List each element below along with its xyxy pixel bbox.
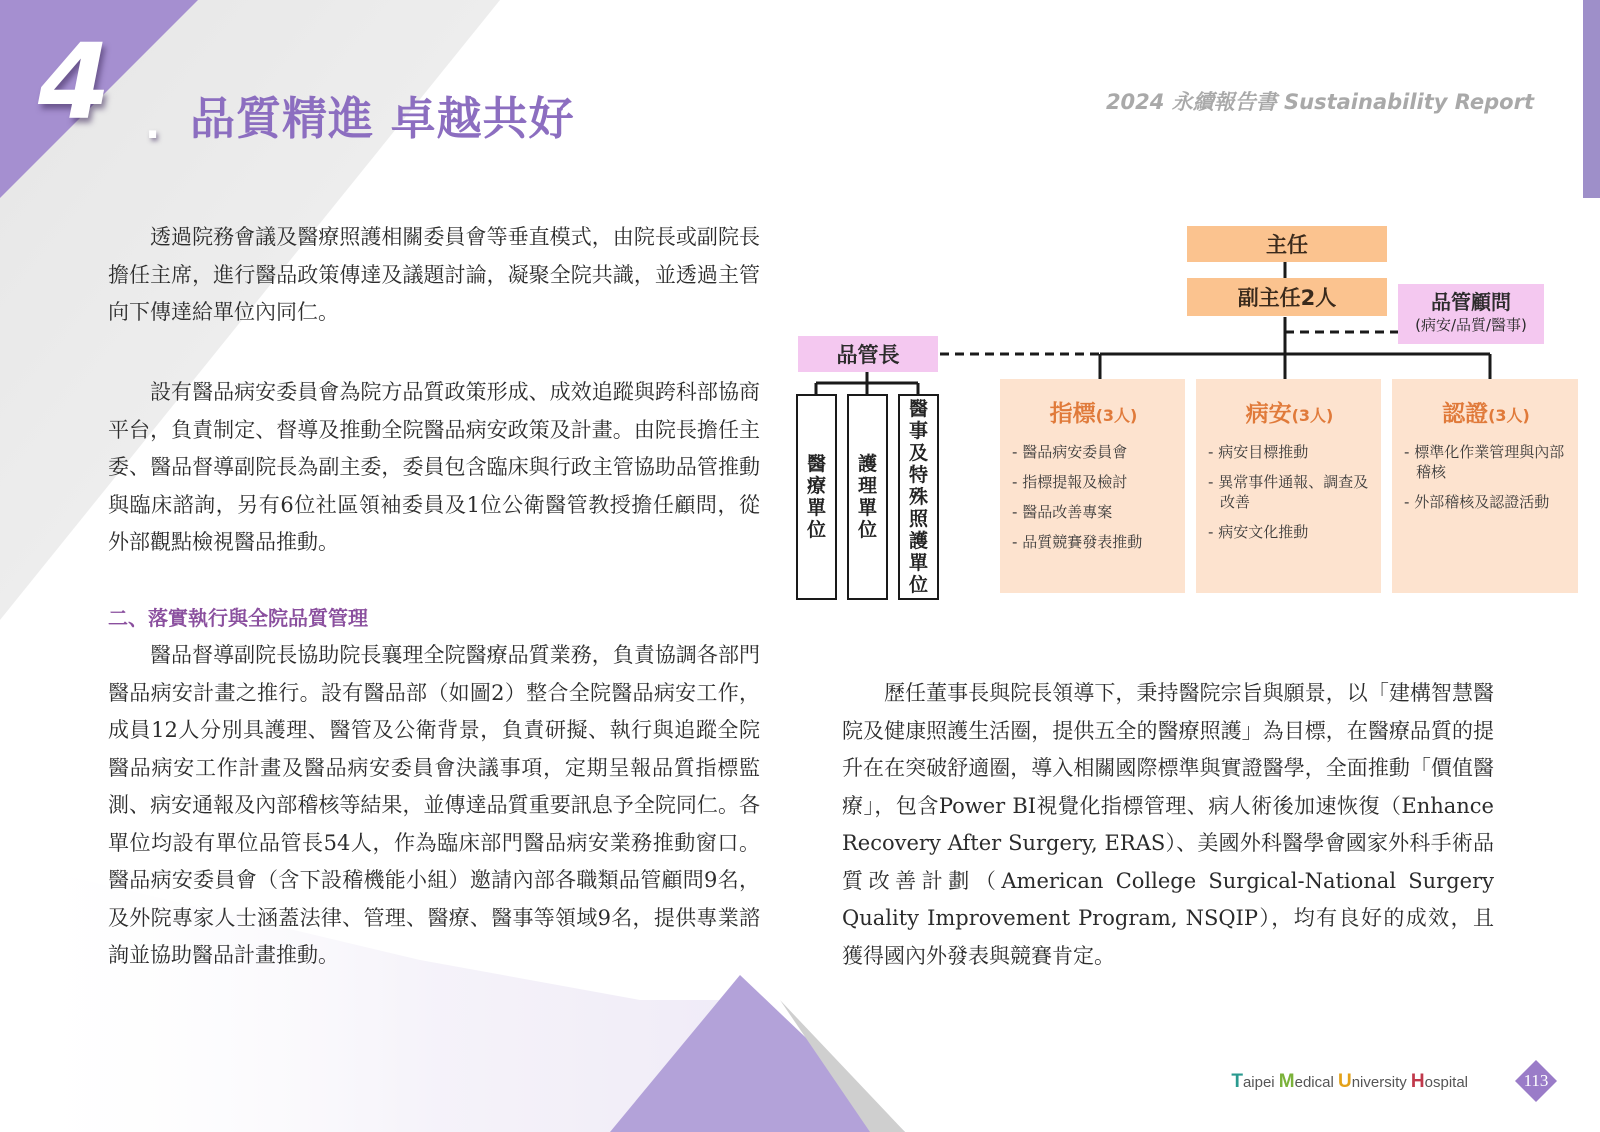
paragraph-vertical-mode: 透過院務會議及醫療照護相關委員會等垂直模式，由院長或副院長擔任主席，進行醫品政策傳達及議題討論，凝聚全院共識，並透過主管向下傳達給單位內同仁。 bbox=[108, 225, 760, 324]
org-consultant-subtitle: (病安/品質/醫事) bbox=[1415, 316, 1527, 334]
page-number: 113 bbox=[1523, 1071, 1549, 1090]
chapter-title: 品質精進 卓越共好 bbox=[190, 92, 575, 145]
org-consultant-title: 品管顧問 bbox=[1431, 290, 1511, 314]
list-item: - 醫品改善專案 bbox=[1012, 502, 1175, 522]
org-director-box: 主任 bbox=[1187, 226, 1387, 262]
hospital-name-word: Hospital bbox=[1410, 1071, 1468, 1092]
list-item: - 品質競賽發表推動 bbox=[1012, 532, 1175, 552]
paragraph-value-medicine: 歷任董事長與院長領導下，秉持醫院宗旨與願景，以「建構智慧醫院及健康照護生活圈，提供五全的醫療照護」為目標，在醫療品質的提升在在突破舒適圈，導入相關國際標準與實證醫學，全面推動「價值醫療」，包含Power BI視覺化指標管理、病人術後加速恢復（Enhance Recovery After Surgery, ERAS）、美國外科醫學會國家外科手術品質改善計劃（American College Surgical-National Surgery Quality Improvement Program, NSQIP），均有良好的成效，且獲得國內外發表與競賽肯定。 bbox=[842, 681, 1494, 968]
list-item: - 病安文化推動 bbox=[1208, 522, 1371, 542]
org-group-accreditation bbox=[1392, 379, 1578, 593]
hospital-name-word: Medical bbox=[1278, 1071, 1338, 1092]
chapter-number-dot: . bbox=[145, 102, 161, 148]
list-item: - 病安目標推動 bbox=[1208, 442, 1371, 462]
org-group-indicators-title: 指標(3人) bbox=[1049, 401, 1138, 427]
chapter-number: 4 bbox=[38, 21, 107, 143]
paragraph-quality-management: 醫品督導副院長協助院長襄理全院醫療品質業務，負責協調各部門醫品病安計畫之推行。設有醫品部（如圖2）整合全院醫品病安工作，成員12人分別具護理、醫管及公衛背景，負責研擬、執行與追蹤全院醫品病安工作計畫及醫品病安委員會決議事項，定期呈報品質指標監測、病安通報及內部稽核等結果，並傳達品質重要訊息予全院同仁。各單位均設有單位品管長54人，作為臨床部門醫品病安業務推動窗口。醫品病安委員會（含下設稽機能小組）邀請內部各職類品管顧問9名，及外院專家人士涵蓋法律、管理、醫療、醫事等領域9名，提供專業諮詢並協助醫品計畫推動。 bbox=[108, 643, 760, 967]
org-unit-medical-label: 醫療單位 bbox=[806, 453, 826, 541]
org-group-indicators bbox=[1000, 379, 1185, 593]
hospital-name-word: Taipei bbox=[1231, 1071, 1279, 1092]
list-item: - 醫品病安委員會 bbox=[1012, 442, 1175, 462]
report-title: 2024 永續報告書 Sustainability Report bbox=[1105, 90, 1534, 114]
list-item: - 外部稽核及認證活動 bbox=[1404, 492, 1568, 512]
org-quality-lead-box: 品管長 bbox=[798, 336, 938, 372]
hospital-name-word: University bbox=[1337, 1071, 1411, 1092]
list-item: - 標準化作業管理與內部稽核 bbox=[1404, 442, 1568, 482]
list-item: - 指標提報及檢討 bbox=[1012, 472, 1175, 492]
paragraph-committee: 設有醫品病安委員會為院方品質政策形成、成效追蹤與跨科部協商平台，負責制定、督導及推動全院醫品病安政策及計畫。由院長擔任主委、醫品督導副院長為副主委，委員包含臨床與行政主管協助品管推動與臨床諮詢，另有6位社區領袖委員及1位公衛醫管教授擔任顧問，從外部觀點檢視醫品推動。 bbox=[108, 380, 760, 554]
list-item: - 異常事件通報、調查及改善 bbox=[1208, 472, 1371, 512]
section-heading: 二、落實執行與全院品質管理 bbox=[108, 606, 368, 630]
hospital-name bbox=[1231, 1071, 1468, 1093]
org-unit-special-care bbox=[898, 394, 939, 600]
org-unit-medical bbox=[796, 394, 837, 600]
org-group-accreditation-title: 認證(3人) bbox=[1442, 401, 1530, 427]
org-deputy-box: 副主任2人 bbox=[1187, 278, 1387, 316]
org-group-patient-safety bbox=[1196, 379, 1381, 593]
org-unit-nursing bbox=[847, 394, 888, 600]
org-unit-special-care-label: 醫事及特殊照護單位 bbox=[908, 398, 928, 596]
org-group-patient-safety-title: 病安(3人) bbox=[1245, 401, 1334, 427]
org-unit-nursing-label: 護理單位 bbox=[857, 453, 877, 541]
org-consultant-box bbox=[1398, 284, 1544, 344]
